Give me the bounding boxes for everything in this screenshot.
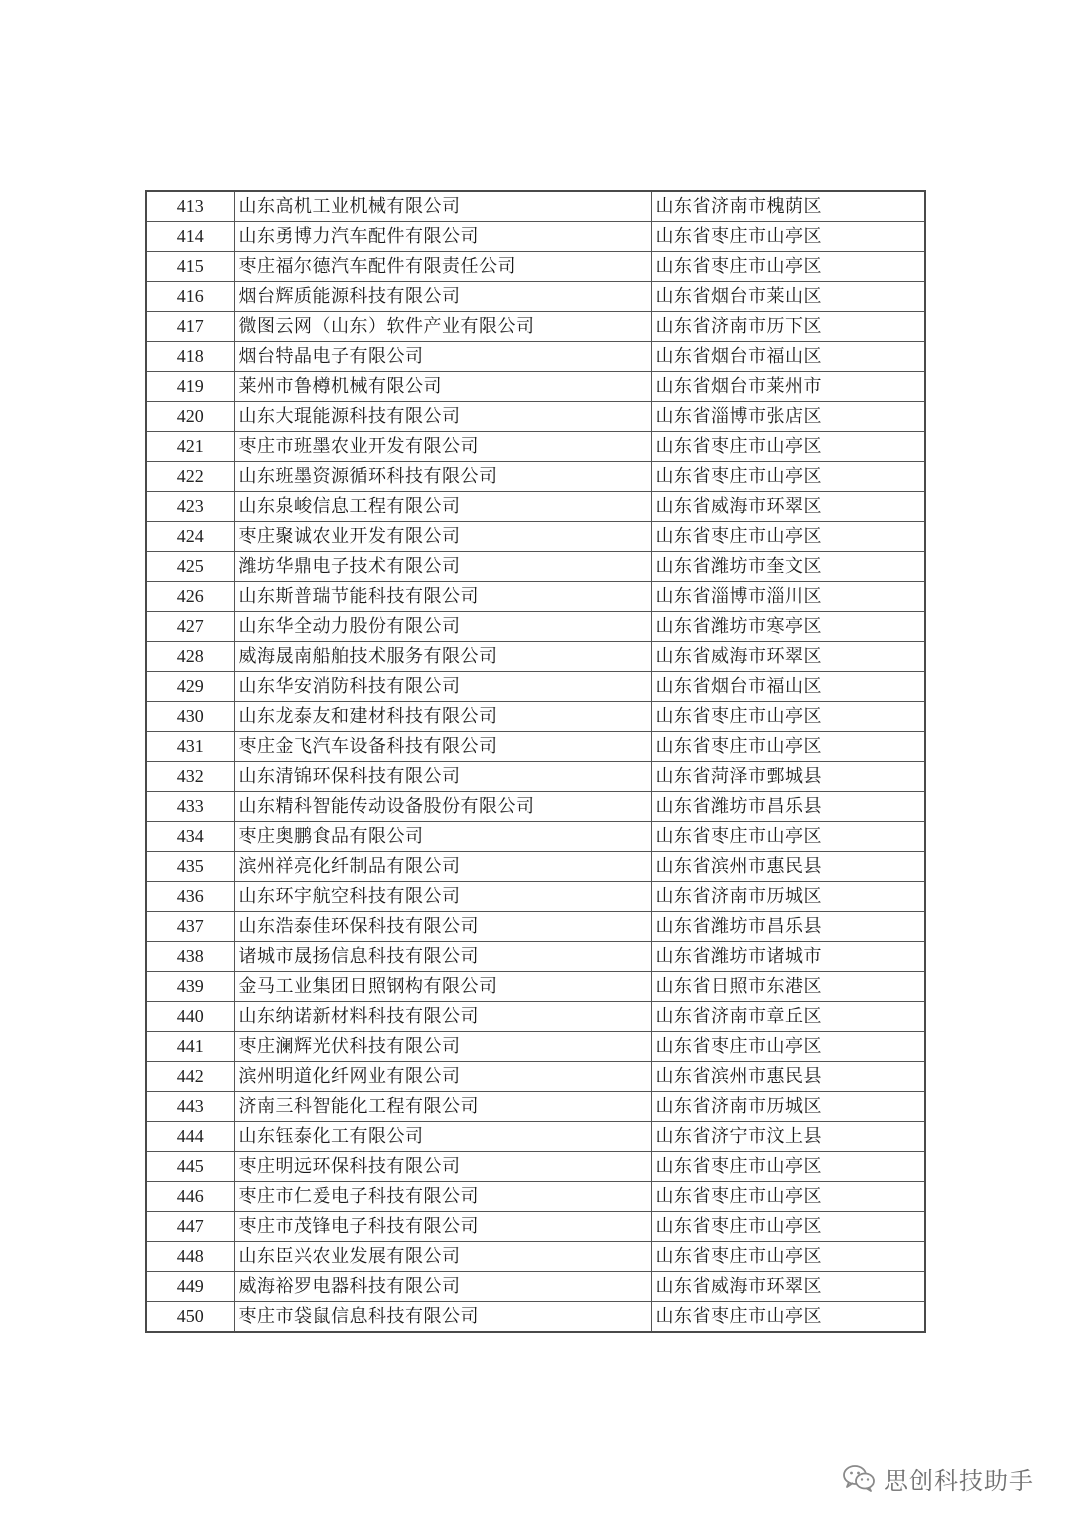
company-name: 枣庄市袋鼠信息科技有限公司: [234, 1302, 651, 1333]
company-location: 山东省枣庄市山亭区: [651, 432, 925, 462]
company-name: 枣庄奥鹏食品有限公司: [234, 822, 651, 852]
table-row: [146, 492, 925, 522]
company-location: 山东省潍坊市昌乐县: [651, 912, 925, 942]
company-location: 山东省威海市环翠区: [651, 1272, 925, 1302]
company-name: 莱州市鲁樽机械有限公司: [234, 372, 651, 402]
company-location: 山东省枣庄市山亭区: [651, 1242, 925, 1272]
table-row: [146, 942, 925, 972]
table-row: [146, 191, 925, 222]
row-number: 449: [146, 1272, 234, 1302]
table-row: [146, 732, 925, 762]
table-row: [146, 1302, 925, 1333]
table-row: [146, 342, 925, 372]
row-number: 420: [146, 402, 234, 432]
row-number: 438: [146, 942, 234, 972]
company-location: 山东省济南市历城区: [651, 1092, 925, 1122]
table-row: [146, 282, 925, 312]
table-row: [146, 1092, 925, 1122]
row-number: 426: [146, 582, 234, 612]
company-name: 山东大琨能源科技有限公司: [234, 402, 651, 432]
company-name: 山东华安消防科技有限公司: [234, 672, 651, 702]
row-number: 421: [146, 432, 234, 462]
company-location: 山东省枣庄市山亭区: [651, 732, 925, 762]
company-location: 山东省枣庄市山亭区: [651, 1212, 925, 1242]
company-location: 山东省济南市章丘区: [651, 1002, 925, 1032]
table-row: [146, 252, 925, 282]
company-name: 山东清锦环保科技有限公司: [234, 762, 651, 792]
table-row: [146, 1062, 925, 1092]
table-row: [146, 912, 925, 942]
row-number: 445: [146, 1152, 234, 1182]
company-location: 山东省枣庄市山亭区: [651, 822, 925, 852]
company-name: 山东斯普瑞节能科技有限公司: [234, 582, 651, 612]
company-name: 山东龙泰友和建材科技有限公司: [234, 702, 651, 732]
row-number: 415: [146, 252, 234, 282]
row-number: 442: [146, 1062, 234, 1092]
company-location: 山东省潍坊市奎文区: [651, 552, 925, 582]
company-location: 山东省威海市环翠区: [651, 492, 925, 522]
company-location: 山东省枣庄市山亭区: [651, 252, 925, 282]
row-number: 443: [146, 1092, 234, 1122]
company-location: 山东省菏泽市鄄城县: [651, 762, 925, 792]
row-number: 435: [146, 852, 234, 882]
company-name: 威海晟南船舶技术服务有限公司: [234, 642, 651, 672]
table-row: [146, 1242, 925, 1272]
company-name: 枣庄聚诚农业开发有限公司: [234, 522, 651, 552]
company-name: 山东纳诺新材料科技有限公司: [234, 1002, 651, 1032]
row-number: 450: [146, 1302, 234, 1333]
company-name: 枣庄市仁爰电子科技有限公司: [234, 1182, 651, 1212]
table-row: [146, 642, 925, 672]
table-row: [146, 1272, 925, 1302]
watermark: [842, 1458, 1034, 1498]
table-row: [146, 1182, 925, 1212]
company-location: 山东省潍坊市寒亭区: [651, 612, 925, 642]
company-name: 诸城市晟扬信息科技有限公司: [234, 942, 651, 972]
company-location: 山东省滨州市惠民县: [651, 852, 925, 882]
row-number: 424: [146, 522, 234, 552]
row-number: 446: [146, 1182, 234, 1212]
company-name: 烟台特晶电子有限公司: [234, 342, 651, 372]
company-location: 山东省枣庄市山亭区: [651, 522, 925, 552]
company-name: 金马工业集团日照钢构有限公司: [234, 972, 651, 1002]
company-location: 山东省济南市历下区: [651, 312, 925, 342]
table-row: [146, 702, 925, 732]
company-name: 滨州明道化纤网业有限公司: [234, 1062, 651, 1092]
company-location: 山东省枣庄市山亭区: [651, 1152, 925, 1182]
company-name: 滨州祥亮化纤制品有限公司: [234, 852, 651, 882]
company-location: 山东省枣庄市山亭区: [651, 1032, 925, 1062]
row-number: 413: [146, 191, 234, 222]
company-name: 山东钰泰化工有限公司: [234, 1122, 651, 1152]
row-number: 414: [146, 222, 234, 252]
table-row: [146, 792, 925, 822]
company-location: 山东省烟台市莱山区: [651, 282, 925, 312]
table-row: [146, 762, 925, 792]
table-row: [146, 1152, 925, 1182]
table-row: [146, 402, 925, 432]
company-location: 山东省潍坊市昌乐县: [651, 792, 925, 822]
company-name: 威海裕罗电器科技有限公司: [234, 1272, 651, 1302]
row-number: 422: [146, 462, 234, 492]
row-number: 419: [146, 372, 234, 402]
table-row: [146, 522, 925, 552]
company-name: 山东高机工业机械有限公司: [234, 191, 651, 222]
company-list-table: [145, 190, 926, 1333]
company-name: 山东华全动力股份有限公司: [234, 612, 651, 642]
company-location: 山东省枣庄市山亭区: [651, 702, 925, 732]
row-number: 447: [146, 1212, 234, 1242]
table-row: [146, 372, 925, 402]
company-location: 山东省烟台市莱州市: [651, 372, 925, 402]
table-row: [146, 1122, 925, 1152]
company-name: 山东泉峻信息工程有限公司: [234, 492, 651, 522]
company-location: 山东省枣庄市山亭区: [651, 1302, 925, 1333]
company-name: 枣庄明远环保科技有限公司: [234, 1152, 651, 1182]
row-number: 433: [146, 792, 234, 822]
row-number: 418: [146, 342, 234, 372]
company-name: 山东精科智能传动设备股份有限公司: [234, 792, 651, 822]
wechat-icon: [842, 1464, 876, 1492]
row-number: 440: [146, 1002, 234, 1032]
table-row: [146, 672, 925, 702]
company-location: 山东省济南市历城区: [651, 882, 925, 912]
row-number: 432: [146, 762, 234, 792]
company-location: 山东省滨州市惠民县: [651, 1062, 925, 1092]
row-number: 448: [146, 1242, 234, 1272]
row-number: 428: [146, 642, 234, 672]
company-location: 山东省枣庄市山亭区: [651, 222, 925, 252]
company-name: 枣庄金飞汽车设备科技有限公司: [234, 732, 651, 762]
table-row: [146, 1002, 925, 1032]
company-name: 山东勇博力汽车配件有限公司: [234, 222, 651, 252]
company-name: 枣庄市班墨农业开发有限公司: [234, 432, 651, 462]
company-name: 枣庄福尔德汽车配件有限责任公司: [234, 252, 651, 282]
company-name: 潍坊华鼎电子技术有限公司: [234, 552, 651, 582]
table-row: [146, 222, 925, 252]
company-location: 山东省济南市槐荫区: [651, 191, 925, 222]
company-name: 济南三科智能化工程有限公司: [234, 1092, 651, 1122]
row-number: 439: [146, 972, 234, 1002]
row-number: 444: [146, 1122, 234, 1152]
company-location: 山东省枣庄市山亭区: [651, 462, 925, 492]
company-location: 山东省烟台市福山区: [651, 342, 925, 372]
table-row: [146, 612, 925, 642]
row-number: 423: [146, 492, 234, 522]
company-name: 枣庄澜辉光伏科技有限公司: [234, 1032, 651, 1062]
table-row: [146, 432, 925, 462]
company-location: 山东省枣庄市山亭区: [651, 1182, 925, 1212]
row-number: 436: [146, 882, 234, 912]
row-number: 425: [146, 552, 234, 582]
watermark-text: 思创科技助手: [884, 1466, 1034, 1495]
row-number: 441: [146, 1032, 234, 1062]
row-number: 427: [146, 612, 234, 642]
row-number: 430: [146, 702, 234, 732]
table-row: [146, 582, 925, 612]
company-name: 微图云网（山东）软件产业有限公司: [234, 312, 651, 342]
table-row: [146, 972, 925, 1002]
company-location: 山东省济宁市汶上县: [651, 1122, 925, 1152]
company-location: 山东省淄博市张店区: [651, 402, 925, 432]
company-location: 山东省威海市环翠区: [651, 642, 925, 672]
company-name: 山东浩泰佳环保科技有限公司: [234, 912, 651, 942]
table-row: [146, 462, 925, 492]
table-row: [146, 822, 925, 852]
row-number: 417: [146, 312, 234, 342]
row-number: 437: [146, 912, 234, 942]
row-number: 434: [146, 822, 234, 852]
table-row: [146, 882, 925, 912]
table-row: [146, 312, 925, 342]
table-row: [146, 1032, 925, 1062]
company-location: 山东省潍坊市诸城市: [651, 942, 925, 972]
company-name: 枣庄市茂锋电子科技有限公司: [234, 1212, 651, 1242]
table-row: [146, 552, 925, 582]
company-name: 山东班墨资源循环科技有限公司: [234, 462, 651, 492]
company-location: 山东省烟台市福山区: [651, 672, 925, 702]
company-name: 烟台辉质能源科技有限公司: [234, 282, 651, 312]
company-name: 山东臣兴农业发展有限公司: [234, 1242, 651, 1272]
company-location: 山东省日照市东港区: [651, 972, 925, 1002]
row-number: 431: [146, 732, 234, 762]
table-row: [146, 1212, 925, 1242]
company-name: 山东环宇航空科技有限公司: [234, 882, 651, 912]
row-number: 429: [146, 672, 234, 702]
table-row: [146, 852, 925, 882]
company-location: 山东省淄博市淄川区: [651, 582, 925, 612]
row-number: 416: [146, 282, 234, 312]
company-list-body: [146, 191, 925, 1332]
